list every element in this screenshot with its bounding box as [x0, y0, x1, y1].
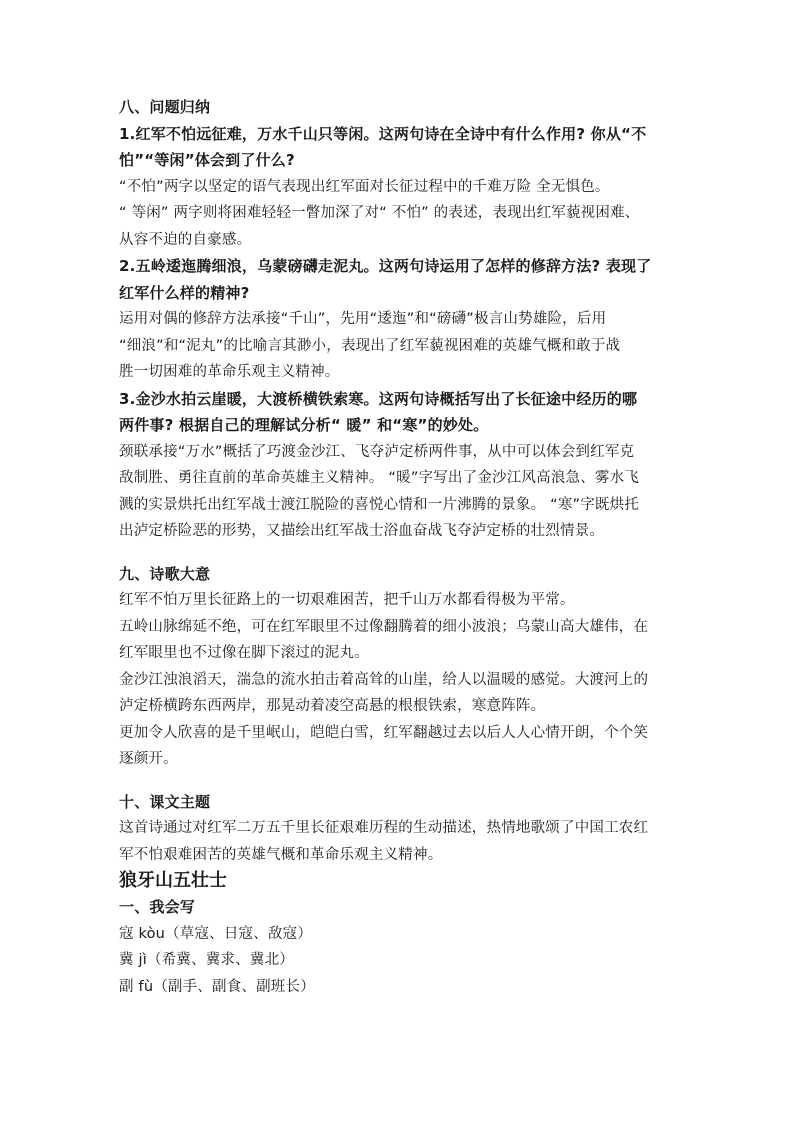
question-2-line-2: 红军什么样的精神? [119, 283, 250, 302]
poem-meaning-line-4: 金沙江浊浪滔天，湍急的流水拍击着高耸的山崖，给人以温暖的感觉。大渡河上的 [119, 671, 649, 688]
theme-line-2: 军不怕艰难困苦的英雄气概和革命乐观主义精神。 [119, 846, 443, 863]
question-3-line-1: 3.金沙水拍云崖暖，大渡桥横铁索寒。这两句诗概括写出了长征途中经历的哪 [119, 389, 638, 408]
question-1-line-1: 1.红军不怕远征难，万水千山只等闲。这两句诗在全诗中有什么作用? 你从“不 [119, 124, 647, 143]
poem-meaning-line-1: 红军不怕万里长征路上的一切艰难困苦，把千山万水都看得极为平常。 [119, 592, 575, 608]
answer-1-line-3: 从容不迫的自豪感。 [119, 231, 252, 248]
lesson-title: 狼牙山五壮士 [119, 870, 227, 891]
answer-2-line-2: “细浪”和“泥丸”的比喻言其渺小，表现出了红军藐视困难的英雄气概和敢于战 [119, 337, 621, 354]
poem-meaning-line-6: 更加令人欣喜的是千里岷山，皑皑白雪，红军翻越过去以后人人心情开朗，个个笑 [119, 724, 649, 741]
answer-3-line-3: 溅的实景烘托出红军战士渡江脱险的喜悦心情和一片沸腾的景象。 “寒”字既烘托 [119, 496, 640, 513]
poem-meaning-line-2: 五岭山脉绵延不绝，可在红军眼里不过像翻腾着的细小波浪；乌蒙山高大雄伟，在 [119, 618, 649, 635]
section-heading-10: 十、课文主题 [119, 792, 211, 811]
vocab-item-3: 副 fù（副手、副食、副班长） [119, 978, 315, 995]
question-2-line-1: 2.五岭逶迤腾细浪，乌蒙磅礴走泥丸。这两句诗运用了怎样的修辞方法? 表现了 [119, 257, 652, 275]
lesson-sub-heading: 一、我会写 [119, 898, 196, 916]
answer-3-line-2: 敌制胜、勇往直前的革命英雄主义精神。 “暖”字写出了金沙江风高浪急、雾水飞 [119, 470, 640, 486]
answer-3-line-4: 出泸定桥险恶的形势，又描绘出红军战士浴血奋战飞夺泸定桥的壮烈情景。 [119, 523, 605, 539]
section-heading-9: 九、诗歌大意 [119, 564, 211, 583]
poem-meaning-line-5: 泸定桥横跨东西两岸，那晃动着凌空高悬的根根铁索，寒意阵阵。 [119, 698, 546, 714]
answer-3-line-1: 颈联承接“万水”概括了巧渡金沙江、飞夺泸定桥两件事，从中可以体会到红军克 [119, 443, 635, 460]
answer-1-line-1: “不怕”两字以坚定的语气表现出红军面对长征过程中的千难万险 全无惧色。 [119, 178, 610, 195]
question-1-line-2: 怕”“等闲”体会到了什么? [119, 151, 295, 169]
section-heading-8: 八、问题归纳 [119, 98, 211, 116]
question-3-line-2: 两件事? 根据自己的理解试分析“ 暖” 和“寒”的妙处。 [119, 416, 489, 434]
vocab-item-2: 冀 jì（希冀、冀求、冀北） [119, 952, 294, 968]
answer-2-line-3: 胜一切困难的革命乐观主义精神。 [119, 364, 340, 380]
poem-meaning-line-3: 红军眼里也不过像在脚下滚过的泥丸。 [119, 645, 369, 661]
answer-1-line-2: “ 等闲” 两字则将困难轻轻一瞥加深了对“ 不怕” 的表述，表现出红军藐视困难、 [119, 205, 640, 221]
document-page [119, 94, 681, 1000]
answer-2-line-1: 运用对偶的修辞方法承接“千山”，先用“逶迤”和“磅礴”极言山势雄险，后用 [119, 311, 607, 327]
theme-line-1: 这首诗通过对红军二万五千里长征艰难历程的生动描述，热情地歌颂了中国工农红 [119, 820, 649, 836]
poem-meaning-line-7: 逐颜开。 [119, 751, 178, 767]
vocab-item-1: 寇 kòu（草寇、日寇、敌寇） [119, 925, 313, 942]
